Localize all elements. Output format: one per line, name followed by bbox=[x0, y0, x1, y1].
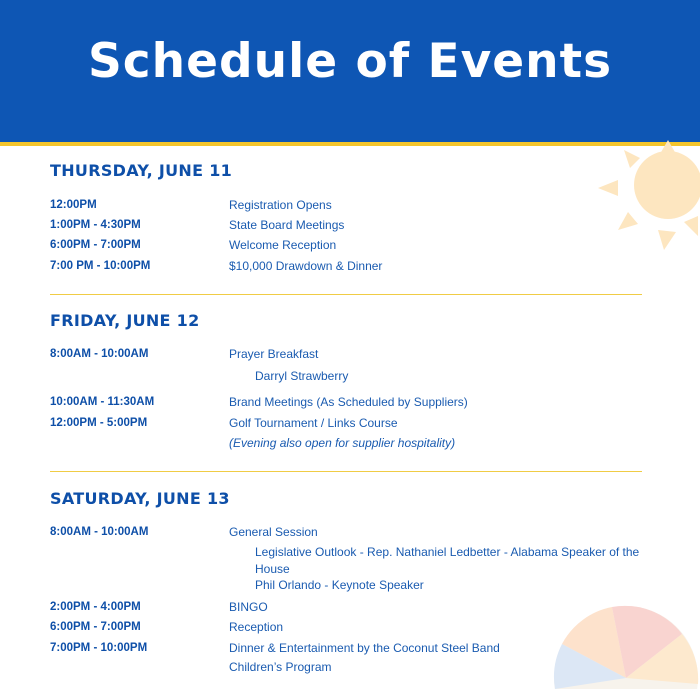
event-title: Dinner & Entertainment by the Coconut Steel Band bbox=[229, 641, 500, 655]
event-title: General Session bbox=[229, 525, 318, 539]
event-time: 7:00PM - 10:00PM bbox=[50, 642, 148, 654]
day-heading-friday: FRIDAY, JUNE 12 bbox=[50, 311, 200, 330]
event-title: Children’s Program bbox=[229, 660, 332, 674]
event-time: 6:00PM - 7:00PM bbox=[50, 239, 141, 251]
event-time: 6:00PM - 7:00PM bbox=[50, 621, 141, 633]
header-stripe bbox=[0, 142, 700, 146]
event-time: 8:00AM - 10:00AM bbox=[50, 348, 149, 360]
event-time: 8:00AM - 10:00AM bbox=[50, 526, 149, 538]
day-heading-thursday: THURSDAY, JUNE 11 bbox=[50, 161, 233, 180]
event-title: Golf Tournament / Links Course bbox=[229, 416, 398, 430]
event-speaker: Darryl Strawberry bbox=[255, 369, 349, 383]
event-title: Prayer Breakfast bbox=[229, 347, 319, 361]
event-title: $10,000 Drawdown & Dinner bbox=[229, 259, 383, 273]
event-time: 12:00PM bbox=[50, 199, 97, 211]
event-time: 12:00PM - 5:00PM bbox=[50, 417, 148, 429]
beach-ball-illustration bbox=[552, 604, 700, 689]
event-title: Welcome Reception bbox=[229, 238, 337, 252]
event-title: State Board Meetings bbox=[229, 218, 345, 232]
event-time: 10:00AM - 11:30AM bbox=[50, 396, 155, 408]
event-time: 7:00 PM - 10:00PM bbox=[50, 260, 151, 272]
section-divider bbox=[50, 471, 642, 472]
event-title: BINGO bbox=[229, 600, 268, 614]
sun-illustration bbox=[598, 140, 700, 252]
event-time: 1:00PM - 4:30PM bbox=[50, 219, 141, 231]
event-time: 2:00PM - 4:00PM bbox=[50, 601, 141, 613]
day-heading-saturday: SATURDAY, JUNE 13 bbox=[50, 489, 230, 508]
section-divider bbox=[50, 294, 642, 295]
page-title: Schedule of Events bbox=[87, 34, 613, 89]
event-title: Brand Meetings (As Scheduled by Suppliers) bbox=[229, 395, 468, 409]
event-title: Reception bbox=[229, 620, 284, 634]
event-speaker: Phil Orlando - Keynote Speaker bbox=[255, 578, 424, 592]
event-title: Registration Opens bbox=[229, 198, 332, 212]
event-note: (Evening also open for supplier hospitality) bbox=[229, 436, 456, 450]
event-speaker: Legislative Outlook - Rep. Nathaniel Ledbetter - Alabama Speaker of the House bbox=[255, 545, 640, 576]
